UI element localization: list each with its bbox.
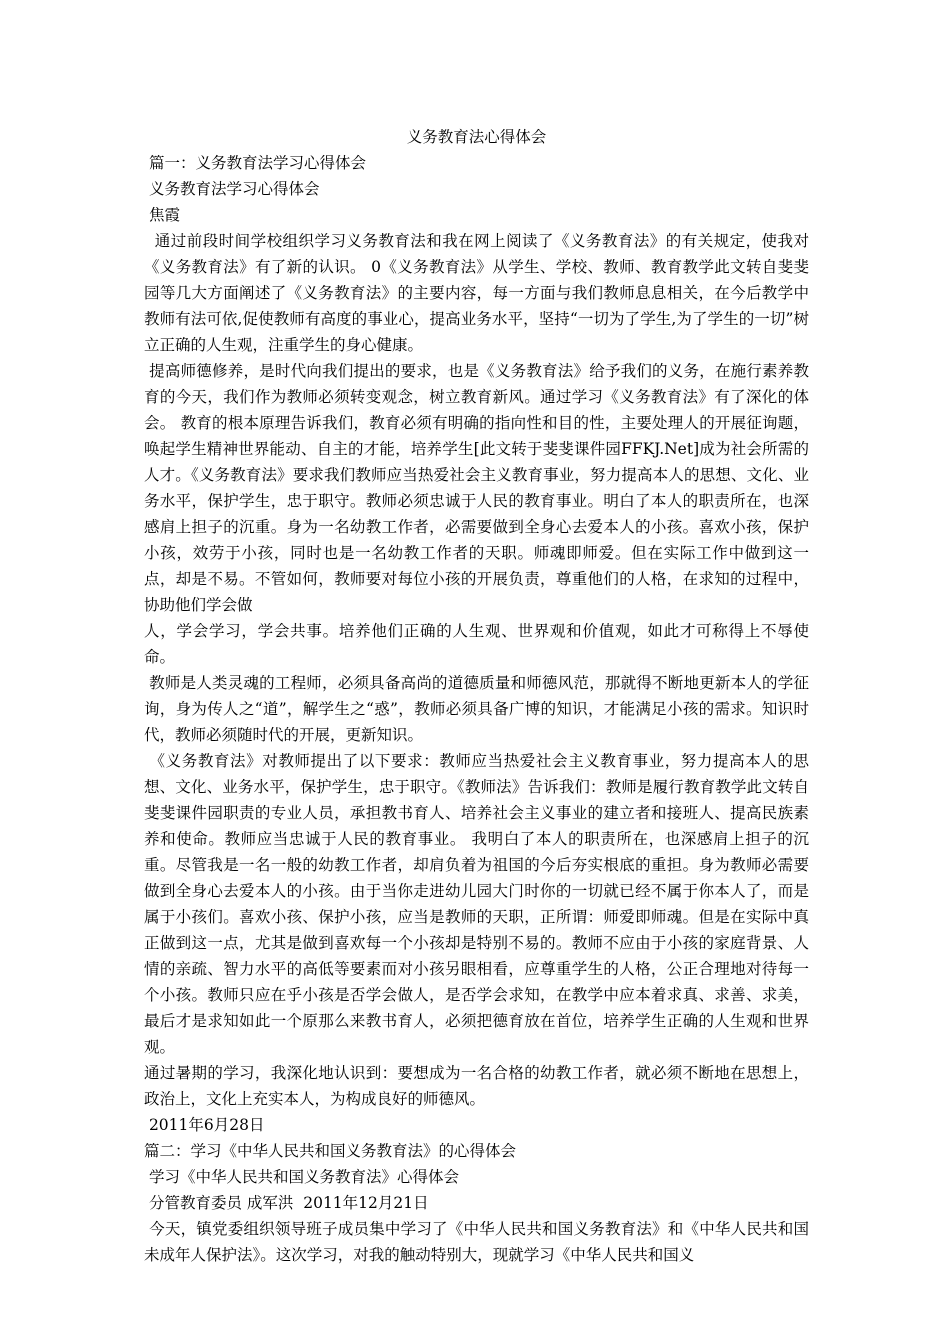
paragraph: 《义务教育法》对教师提出了以下要求：教师应当热爱社会主义教育事业，努力提高本人的思想、文化、业务水平，保护学生，忠于职守。《教师法》告诉我们：教师是履行教育教学此文转自斐斐课件园职责的专业人员，承担教书育人、培养社会主义事业的建立者和接班人、提高民族素养和使命。教师应当忠诚于人民的教育事业。 我明白了本人的职责所在，也深感肩上担子的沉重。尽管我是一名一般的幼教工作者，却肩负着为祖国的今后夯实根底的重担。身为教师必需要做到全身心去爱本人的小孩。由于当你走进幼儿园大门时你的一切就已经不属于你本人了，而是属于小孩们。喜欢小孩、保护小孩，应当是教师的天职，正所谓：师爱即师魂。但是在实际中真正做到这一点，尤其是做到喜欢每一个小孩却是特别不易的。教师不应由于小孩的家庭背景、人情的亲疏、智力水平的高低等要素而对小孩另眼相看，应尊重学生的人格，公正合理地对待每一个小孩。教师只应在乎小孩是否学会做人，是否学会求知，在教学中应本着求真、求善、求美，最后才是求知如此一个原那么来教书育人，必须把德育放在首位，培养学生正确的人生观和世界观。 xyxy=(144,752,809,1056)
paragraph: 通过前段时间学校组织学习义务教育法和我在网上阅读了《义务教育法》的有关规定，使我对《义务教育法》有了新的认识。 0《义务教育法》从学生、学校、教师、教育教学此文转自斐斐园等几大方面阐述了《义务教育法》的主要内容，每一方面与我们教师息息相关，在今后教学中教师有法可依,促使教师有高度的事业心，提高业务水平，坚持“一切为了学生,为了学生的一切”树立正确的人生观，注重学生的身心健康。 xyxy=(144,232,809,354)
paragraph: 教师是人类灵魂的工程师，必须具备高尚的道德质量和师德风范，那就得不断地更新本人的学征询，身为传人之“道”，解学生之“惑”，教师必须具备广博的知识，才能满足小孩的需求。知识时代，教师必须随时代的开展，更新知识。 xyxy=(144,674,809,744)
paragraph: 人，学会学习，学会共事。培养他们正确的人生观、世界观和价值观，如此才可称得上不辱使命。 xyxy=(144,622,809,666)
author-line: 分管教育委员 成军洪 2011年12月21日 xyxy=(144,1194,429,1212)
article-title: 学习《中华人民共和国义务教育法》心得体会 xyxy=(144,1168,459,1186)
author-line: 焦霞 xyxy=(144,206,180,224)
section-heading: 篇一：义务教育法学习心得体会 xyxy=(144,154,366,172)
document-page xyxy=(144,124,809,1268)
paragraph: 提高师德修养，是时代向我们提出的要求，也是《义务教育法》给予我们的义务，在施行素养教育的今天，我们作为教师必须转变观念，树立教育新风。通过学习《义务教育法》有了深化的体会。 教育的根本原理告诉我们，教育必须有明确的指向性和目的性，主要处理人的开展征询题，唤起学生精神世界能动、自主的才能，培养学生[此文转于斐斐课件园FFKJ.Net]成为社会所需的人才。《义务教育法》要求我们教师应当热爱社会主义教育事业，努力提高本人的思想、文化、业务水平，保护学生，忠于职守。教师必须忠诚于人民的教育事业。明白了本人的职责所在，也深感肩上担子的沉重。身为一名幼教工作者，必需要做到全身心去爱本人的小孩。喜欢小孩，保护小孩，效劳于小孩，同时也是一名幼教工作者的天职。师魂即师爱。但在实际工作中做到这一点，却是不易。不管如何，教师要对每位小孩的开展负责，尊重他们的人格，在求知的过程中，协助他们学会做 xyxy=(144,362,809,614)
article-title: 义务教育法学习心得体会 xyxy=(144,180,320,198)
document-title: 义务教育法心得体会 xyxy=(406,128,547,146)
date-line: 2011年6月28日 xyxy=(144,1116,265,1134)
section-heading: 篇二：学习《中华人民共和国义务教育法》的心得体会 xyxy=(144,1142,517,1160)
paragraph: 通过暑期的学习，我深化地认识到：要想成为一名合格的幼教工作者，就必须不断地在思想上，政治上，文化上充实本人，为构成良好的师德风。 xyxy=(144,1064,809,1108)
paragraph: 今天，镇党委组织领导班子成员集中学习了《中华人民共和国义务教育法》和《中华人民共和国未成年人保护法》。这次学习，对我的触动特别大，现就学习《中华人民共和国义 xyxy=(144,1220,809,1264)
